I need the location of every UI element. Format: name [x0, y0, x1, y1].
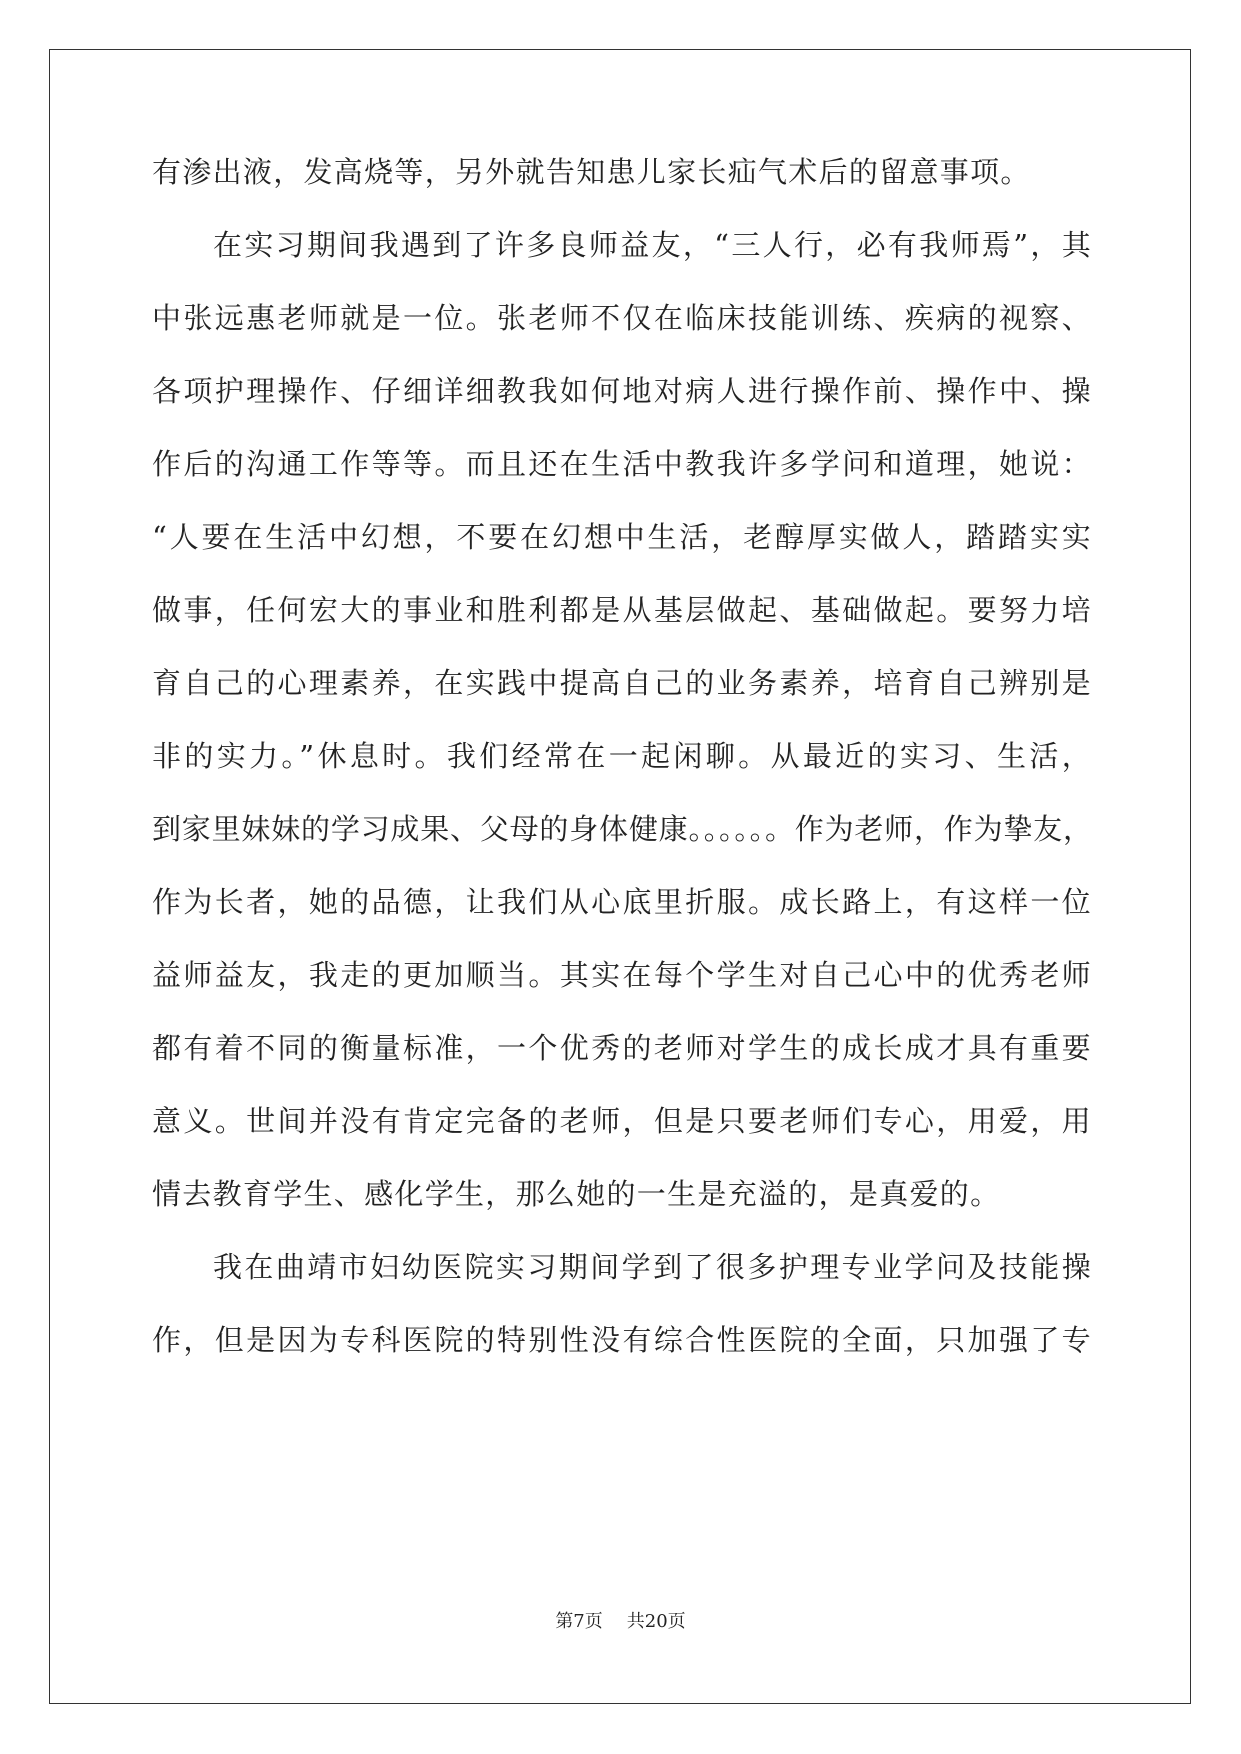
text-line-10: 到家里妹妹的学习成果、父母的身体健康。。。。。。作为老师，作为挚友，: [152, 812, 1092, 846]
text-line-14: 意义。世间并没有肯定完备的老师，但是只要老师们专心，用爱，用: [152, 1104, 1092, 1138]
text-line-1: 有渗出液，发高烧等，另外就告知患儿家长疝气术后的留意事项。: [152, 155, 1031, 189]
text-line-6: “人要在生活中幻想，不要在幻想中生活，老醇厚实做人，踏踏实实: [152, 520, 1092, 554]
text-line-3: 中张远惠老师就是一位。张老师不仅在临床技能训练、疾病的视察、: [152, 301, 1092, 335]
text-line-2: 在实习期间我遇到了许多良师益友，“三人行，必有我师焉”，其: [213, 228, 1092, 262]
text-line-13: 都有着不同的衡量标准，一个优秀的老师对学生的成长成才具有重要: [152, 1031, 1092, 1065]
text-line-17: 作，但是因为专科医院的特别性没有综合性医院的全面，只加强了专: [152, 1323, 1092, 1357]
text-line-8: 育自己的心理素养，在实践中提高自己的业务素养，培育自己辨别是: [152, 666, 1092, 700]
text-line-9: 非的实力。”休息时。我们经常在一起闲聊。从最近的实习、生活，: [152, 739, 1092, 773]
text-line-4: 各项护理操作、仔细详细教我如何地对病人进行操作前、操作中、操: [152, 374, 1092, 408]
text-line-11: 作为长者，她的品德，让我们从心底里折服。成长路上，有这样一位: [152, 885, 1092, 919]
text-line-5: 作后的沟通工作等等。而且还在生活中教我许多学问和道理，她说：: [152, 447, 1092, 481]
page-total: 共20页: [626, 1611, 686, 1632]
text-line-15: 情去教育学生、感化学生，那么她的一生是充溢的，是真爱的。: [152, 1177, 1001, 1211]
text-line-7: 做事，任何宏大的事业和胜利都是从基层做起、基础做起。要努力培: [152, 593, 1092, 627]
text-line-12: 益师益友，我走的更加顺当。其实在每个学生对自己心中的优秀老师: [152, 958, 1092, 992]
page-number: 第7页: [555, 1611, 603, 1632]
page-footer: [0, 1610, 1241, 1634]
text-line-16: 我在曲靖市妇幼医院实习期间学到了很多护理专业学问及技能操: [213, 1250, 1092, 1284]
